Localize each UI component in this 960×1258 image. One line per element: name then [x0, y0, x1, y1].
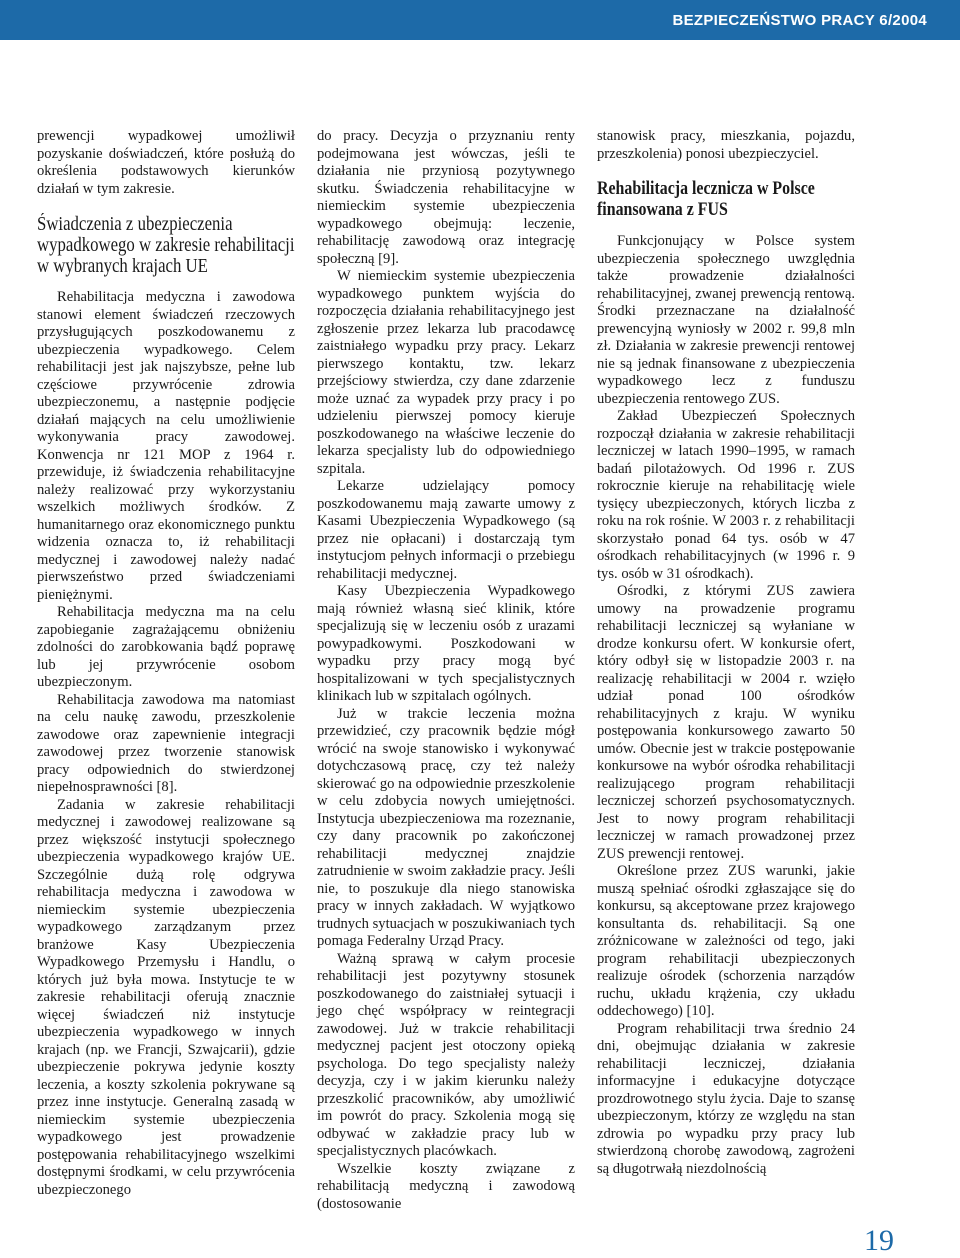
column-1 [37, 128, 295, 1198]
paragraph: W niemieckim systemie ubezpieczenia wypadkowego punktem wyjścia do rozpoczęcia działania rehabilitacyjnego jest zgłoszenie przez lekarza lub pracodawcę zaistniałego wypadku przy pracy. Lekarz pierwszego kontaktu, tzw. lekarz przejściowy stwierdza, czy dane zdarzenie może uznać za wypadek przy pracy i po udzieleniu pierwszej pomocy kieruje poszkodowanego na właściwe leczenie do lekarza specjalisty lub do odpowiedniego szpitala. [317, 268, 575, 477]
column-3 [597, 128, 855, 1198]
section-heading: Świadczenia z ubezpieczenia wypadkowego w zakresie rehabilitacji w wybranych krajach UE [37, 214, 295, 277]
paragraph: Program rehabilitacji trwa średnio 24 dni, obejmując działania w zakresie rehabilitacji leczniczej, działania informacyjne i edukacyjne dotyczące prozdrowotnego stylu życia. Daje to szansę ubezpieczonym, którzy ze względu na stan zdrowia po wypadku przy pracy lub stwierdzoną chorobę zawodową, zagrożeni są długotrwałą niezdolnością [597, 1020, 855, 1177]
paragraph: Rehabilitacja medyczna ma na celu zapobieganie zagrażającemu obniżeniu zdolności do zarobkowania bądź poprawę lub jej przywrócenie osobom ubezpieczonym. [37, 604, 295, 690]
paragraph: Ważną sprawą w całym procesie rehabilitacji jest pozytywny stosunek poszkodowanego do zaistniałej sytuacji i jego chęć współpracy w reintegracji zawodowej. Już w trakcie rehabilitacji medycznej pacjent jest otoczony opieką psychologa. Do tego specjalisty należy decyzja, czy i w jakim kierunku należy przeszkolić pracowników, aby umożliwić im powrót do pracy. Szkolenia mogą się odbywać w zakładzie pracy lub w specjalistycznych placówkach. [317, 950, 575, 1159]
paragraph: prewencji wypadkowej umożliwił pozyskanie doświadczeń, które posłużą do określenia podstawowych kierunków działań w tym zakresie. [37, 128, 295, 197]
paragraph: Kasy Ubezpieczenia Wypadkowego mają również własną sieć klinik, które specjalizują się w leczeniu osób z urazami powypadkowymi. Poszkodowani w wypadku przy pracy mogą być hospitalizowani w tych specjalistycznych klinikach lub w szpitalach ogólnych. [317, 583, 575, 704]
paragraph: Lekarze udzielający pomocy poszkodowanemu mają zawarte umowy z Kasami Ubezpieczenia Wypadkowego (są przez nie opłacani) i dostarczają tym instytucjom pełnych informacji o przebiegu rehabilitacji medycznej. [317, 478, 575, 582]
paragraph: Zakład Ubezpieczeń Społecznych rozpoczął działania w zakresie rehabilitacji leczniczej w latach 1990–1995, w ramach badań pilotażowych. Od 1996 r. ZUS rokrocznie kieruje na rehabilitację wiele tysięcy ubezpieczonych, których liczba z roku na rok rośnie. W 2003 r. z rehabilitacji skorzystało ponad 64 tys. osób w 47 ośrodkach rehabilitacyjnych (w 1996 r. 9 tys. osób w 31 ośrodkach). [597, 408, 855, 582]
paragraph: Zadania w zakresie rehabilitacji medycznej i zawodowej realizowane są przez większość instytucji społecznego ubezpieczenia wypadkowego krajów UE. Szczególnie dużą rolę odgrywa rehabilitacja medyczna i zawodowa w niemieckim systemie ubezpieczenia wypadkowego zarządzanym przez branżowe Kasy Ubezpieczenia Wypadkowego Przemysłu i Handlu, o których już była mowa. Instytucje te w zakresie rehabilitacji oferują znacznie więcej świadczeń niż instytucje ubezpieczenia wypadkowego w innych krajach (np. we Francji, Szwajcarii), gdzie ubezpieczenie pokrywa jedynie koszty leczenia, a koszty szkolenia pokrywane są przez inne instytucje. Generalną zasadą w niemieckim systemie ubezpieczenia wypadkowego jest prowadzenie postępowania rehabilitacyjnego wszelkimi dostępnymi środkami, w celu przywrócenia ubezpieczonego [37, 796, 295, 1198]
header-bar [0, 0, 960, 40]
column-2 [317, 128, 575, 1212]
section-heading: Rehabilitacja lecznicza w Polsce finansowana z FUS [597, 179, 815, 220]
paragraph: Ośrodki, z którymi ZUS zawiera umowy na prowadzenie programu rehabilitacji leczniczej są wyłaniane w drodze konkursu ofert. W konkursie ofert, który odbył się w listopadzie 2003 r. na realizację rehabilitacji w 2004 r. wzięło udział ponad 100 ośrodków rehabilitacyjnych z kraju. W wyniku postępowania konkursowego zawarto 50 umów. Obecnie jest w trakcie postępowanie konkursowe na wybór ośrodka rehabilitacji realizującego program rehabilitacji leczniczej schorzeń psychosomatycznych. Jest to nowy program rehabilitacji leczniczej w ramach prowadzonej przez ZUS prewencji rentowej. [597, 583, 855, 862]
paragraph: Już w trakcie leczenia można przewidzieć, czy pracownik będzie mógł wrócić na swoje stanowisko i wykonywać dotychczasową pracę, czy też należy skierować go na odpowiednie przeszkolenie w celu zdobycia nowych umiejętności. Instytucja ubezpieczeniowa ma rozeznanie, czy dany pracownik po zakończonej rehabilitacji medycznej znajdzie zatrudnienie w swoim zakładzie pracy. Jeśli nie, to poszukuje dla niego stanowiska pracy w innych zakładach. W wyjątkowo trudnych sytuacjach w poszukiwaniach tych pomaga Federalny Urząd Pracy. [317, 705, 575, 949]
journal-title: BEZPIECZEŃSTWO PRACY 6/2004 [672, 11, 927, 29]
paragraph: Wszelkie koszty związane z rehabilitacją medyczną i zawodową (dostosowanie [317, 1160, 575, 1212]
paragraph: Rehabilitacja medyczna i zawodowa stanowi element świadczeń rzeczowych przysługujących poszkodowanemu z ubezpieczenia wypadkowego. Celem rehabilitacji jest jak najszybsze, pełne lub częściowe przywrócenie zdrowia ubezpieczonemu, a następnie podjęcie działań mających na celu umożliwienie wykonywania pracy zawodowej. Konwencja nr 121 MOP z 1964 r. przewiduje, iż świadczenia rehabilitacyjne należy realizować przy wykorzystaniu wszelkich możliwych środków. Z humanitarnego oraz ekonomicznego punktu widzenia oznacza to, iż rehabilitacji medycznej i zawodowej należy nadać pierwszeństwo przed świadczeniami pieniężnymi. [37, 289, 295, 603]
paragraph: Funkcjonujący w Polsce system ubezpieczenia społecznego uwzględnia także prowadzenie działalności rehabilitacyjnej, zwanej prewencją rentową. Środki przeznaczane na działalność prewencyjną wyniosły w 2002 r. 99,8 mln zł. Działania w zakresie prewencji rentowej nie są jednak finansowane z ubezpieczenia wypadkowego lecz z funduszu ubezpieczenia rentowego ZUS. [597, 233, 855, 407]
paragraph: Określone przez ZUS warunki, jakie muszą spełniać ośrodki zgłaszające się do konkursu, są akceptowane przez krajowego konsultanta ds. rehabilitacji. Są one zróżnicowane w zależności od tego, jaki program rehabilitacji ubezpieczonych realizuje ośrodek (schorzenia narządów ruchu, układu krążenia, czy układu oddechowego) [10]. [597, 863, 855, 1019]
paragraph: do pracy. Decyzja o przyznaniu renty podejmowana jest wówczas, jeśli te działania nie przyniosą pozytywnego skutku. Świadczenia rehabilitacyjne w niemieckim systemie ubezpieczenia wypadkowego obejmują: leczenie, rehabilitację zawodową oraz integrację społeczną [9]. [317, 128, 575, 267]
page-number: 19 [864, 1224, 894, 1257]
paragraph: Rehabilitacja zawodowa ma natomiast na celu naukę zawodu, przeszkolenie zawodowe oraz zapewnienie integracji zawodowej przez tworzenie stanowisk pracy odpowiednich do stwierdzonej niepełnosprawności [8]. [37, 691, 295, 795]
paragraph: stanowisk pracy, mieszkania, pojazdu, przeszkolenia) ponosi ubezpieczyciel. [597, 128, 855, 162]
